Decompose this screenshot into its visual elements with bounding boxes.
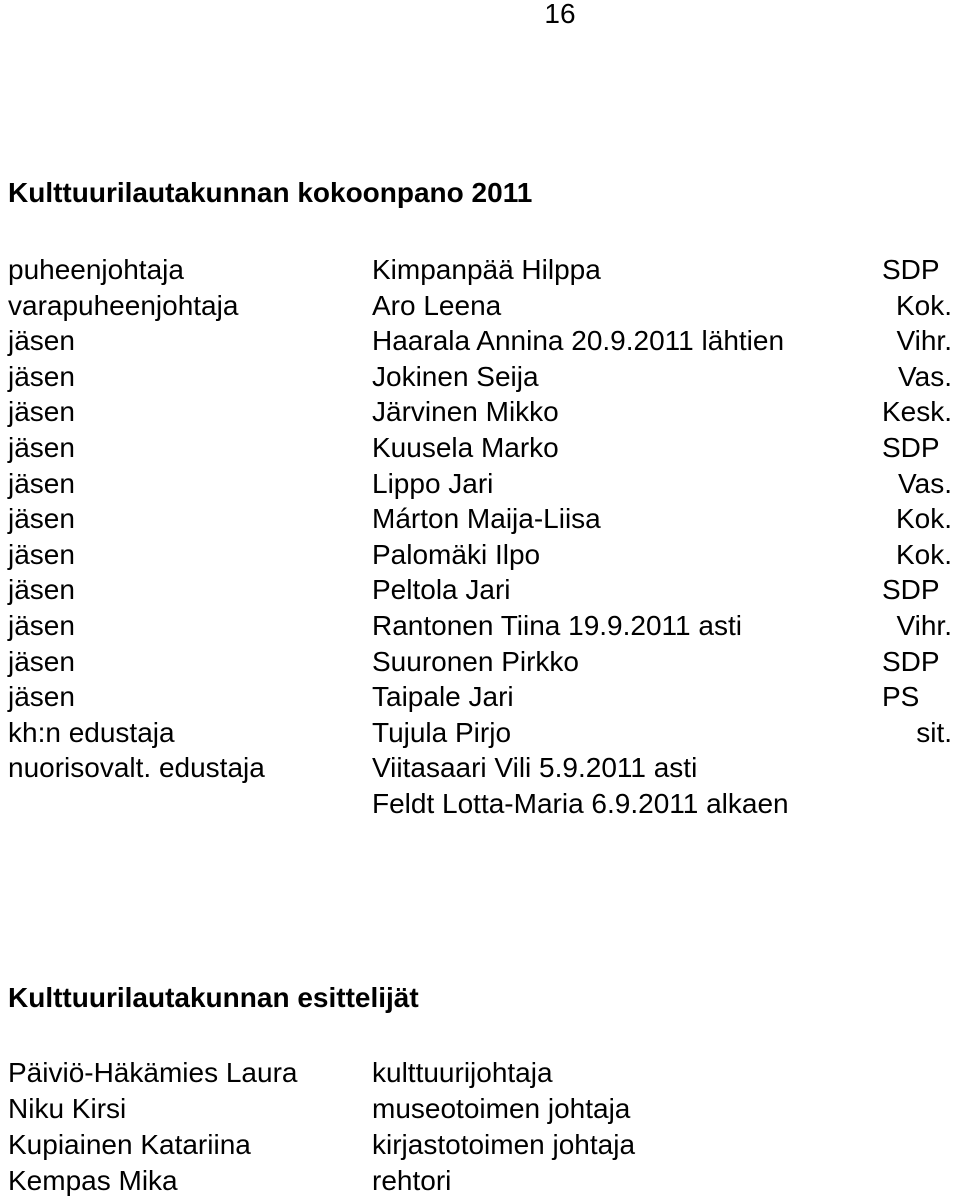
member-party: Kok. [895, 538, 952, 570]
member-row [0, 608, 960, 644]
member-row [0, 750, 960, 786]
member-name: Viitasaari Vili 5.9.2011 asti [372, 752, 698, 784]
presenter-name: Niku Kirsi [8, 1093, 127, 1124]
member-role: nuorisovalt. edustaja [8, 752, 265, 784]
member-name: Tujula Pirjo [372, 716, 512, 748]
presenter-list [0, 1055, 960, 1199]
member-role: kh:n edustaja [8, 716, 175, 748]
committee-member-list [0, 252, 960, 822]
member-name: Lippo Jari [372, 467, 494, 499]
member-party: PS [882, 681, 920, 713]
member-party: Vihr. [896, 325, 952, 357]
member-name: Järvinen Mikko [372, 396, 559, 428]
member-row [0, 679, 960, 715]
member-name: Kimpanpää Hilppa [372, 254, 601, 285]
member-row [0, 501, 960, 537]
member-row [0, 466, 960, 502]
member-row [0, 323, 960, 359]
member-role: jäsen [8, 681, 75, 713]
member-party: Kok. [895, 289, 952, 321]
page-number: 16 [544, 0, 576, 29]
presenter-name: Kempas Mika [8, 1165, 178, 1196]
member-role: jäsen [8, 396, 75, 428]
member-party: SDP [882, 574, 940, 606]
member-name: Haarala Annina 20.9.2011 lähtien [372, 325, 785, 357]
member-party: Vas. [898, 360, 952, 392]
member-row [0, 537, 960, 573]
member-name: Taipale Jari [372, 681, 514, 713]
member-row [0, 572, 960, 608]
member-role: jäsen [8, 574, 75, 606]
member-party: Vihr. [896, 609, 952, 641]
member-role: jäsen [8, 645, 75, 677]
member-party: Kesk. [881, 396, 952, 428]
presenter-title: rehtori [372, 1165, 452, 1196]
member-party: SDP [882, 431, 940, 463]
member-role: varapuheenjohtaja [8, 289, 239, 321]
presenter-title: kulttuurijohtaja [372, 1057, 553, 1088]
member-role: jäsen [8, 431, 75, 463]
presenter-title: kirjastotoimen johtaja [372, 1129, 636, 1160]
member-role: puheenjohtaja [8, 254, 184, 285]
member-name: Kuusela Marko [372, 431, 559, 463]
member-name: Jokinen Seija [372, 360, 539, 392]
member-name: Suuronen Pirkko [372, 645, 580, 677]
member-party: SDP [882, 254, 940, 285]
member-row [0, 715, 960, 751]
member-name: Márton Maija-Liisa [372, 503, 601, 535]
committee-title: Kulttuurilautakunnan kokoonpano 2011 [8, 177, 533, 208]
member-name: Aro Leena [372, 289, 502, 321]
member-row [0, 786, 960, 822]
member-row [0, 252, 960, 288]
member-row [0, 644, 960, 680]
member-row [0, 430, 960, 466]
member-party: Vas. [898, 467, 952, 499]
member-role: jäsen [8, 609, 75, 641]
member-name: Feldt Lotta-Maria 6.9.2011 alkaen [372, 787, 789, 819]
member-row [0, 394, 960, 430]
member-role: jäsen [8, 325, 75, 357]
member-role: jäsen [8, 503, 75, 535]
presenter-row [0, 1055, 960, 1091]
member-row [0, 359, 960, 395]
member-name: Rantonen Tiina 19.9.2011 asti [372, 609, 742, 641]
member-role: jäsen [8, 360, 75, 392]
presenter-name: Kupiainen Katariina [8, 1129, 251, 1160]
presenter-row [0, 1127, 960, 1163]
presenter-row [0, 1163, 960, 1199]
presenter-name: Päiviö-Häkämies Laura [8, 1057, 298, 1088]
presenter-row [0, 1091, 960, 1127]
member-party: sit. [916, 716, 952, 748]
member-row [0, 288, 960, 324]
member-party: Kok. [895, 503, 952, 535]
member-role: jäsen [8, 538, 75, 570]
member-name: Palomäki Ilpo [372, 538, 541, 570]
member-name: Peltola Jari [372, 574, 511, 606]
presenter-title: museotoimen johtaja [372, 1093, 631, 1124]
member-party: SDP [882, 645, 940, 677]
member-role: jäsen [8, 467, 75, 499]
presenters-title: Kulttuurilautakunnan esittelijät [8, 982, 419, 1013]
